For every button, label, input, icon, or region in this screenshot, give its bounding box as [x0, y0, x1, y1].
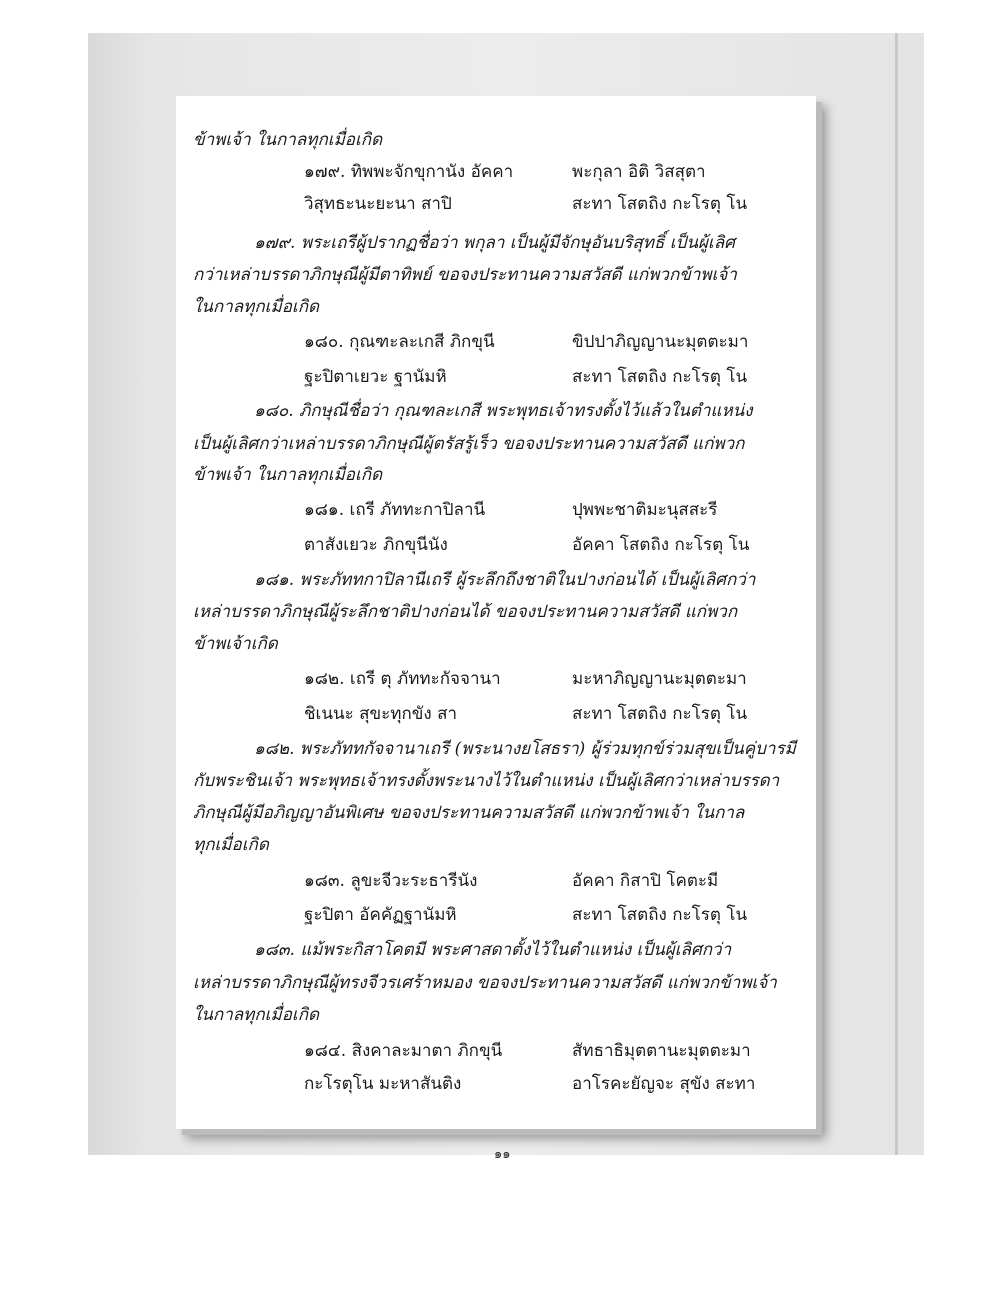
verse-line: สะทา โสตถิง กะโรตุ โน — [572, 704, 748, 724]
verse-line: อาโรคะยัญจะ สุขัง สะทา — [572, 1074, 756, 1094]
verse-line: ชิเนนะ สุขะทุกขัง สา — [304, 704, 457, 724]
verse-line: สัทธาธิมุตตานะมุตตะมา — [572, 1041, 751, 1061]
prose-line: ข้าพเจ้า ในกาลทุกเมื่อเกิด — [193, 465, 383, 485]
prose-line: ในกาลทุกเมื่อเกิด — [193, 1005, 320, 1025]
prose-line: ๑๗๙. พระเถรีผู้ปรากฏชื่อว่า พกุลา เป็นผู้มีจักษุอันบริสุทธิ์ เป็นผู้เลิศ — [254, 233, 735, 253]
verse-line: อัคคา กิสาปิ โคตะมี — [572, 871, 719, 891]
verse-line: มะหาภิญญานะมุตตะมา — [572, 669, 747, 689]
verse-line: ตาสังเยวะ ภิกขุนีนัง — [304, 535, 448, 555]
page-number-fragment: ๑๑ — [494, 1147, 511, 1162]
prose-line: ๑๘๐. ภิกษุณีชื่อว่า กุณฑละเกสี พระพุทธเจ้าทรงตั้งไว้แล้วในตำแหน่ง — [254, 401, 753, 421]
prose-line: เป็นผู้เลิศกว่าเหล่าบรรดาภิกษุณีผู้ตรัสรู้เร็ว ขอจงประทานความสวัสดี แก่พวก — [193, 434, 745, 454]
verse-line: สะทา โสตถิง กะโรตุ โน — [572, 905, 748, 925]
verse-line: ๑๘๑. เถรี ภัททะกาปิลานี — [304, 500, 486, 520]
verse-line: วิสุทธะนะยะนา สาปิ — [304, 194, 452, 214]
verse-line: ขิปปาภิญญานะมุตตะมา — [572, 332, 749, 352]
prose-line: เหล่าบรรดาภิกษุณีผู้ระลึกชาติปางก่อนได้ ขอจงประทานความสวัสดี แก่พวก — [193, 602, 738, 622]
verse-line: ๑๘๔. สิงคาละมาตา ภิกขุนี — [304, 1041, 503, 1061]
prose-line: ๑๘๒. พระภัททกัจจานาเถรี (พระนางยโสธรา) ผู้ร่วมทุกข์ร่วมสุขเป็นคู่บารมี — [254, 739, 796, 759]
verse-line: ๑๘๐. กุณฑะละเกสี ภิกขุนี — [304, 332, 495, 352]
verse-line: ๑๘๒. เถรี ตุ ภัททะกัจจานา — [304, 669, 501, 689]
prose-line: กับพระชินเจ้า พระพุทธเจ้าทรงตั้งพระนางไว้ในตำแหน่ง เป็นผู้เลิศกว่าเหล่าบรรดา — [193, 771, 780, 791]
verse-line: พะกุลา อิติ วิสสุตา — [572, 162, 706, 182]
prose-line: กว่าเหล่าบรรดาภิกษุณีผู้มีตาทิพย์ ขอจงประทานความสวัสดี แก่พวกข้าพเจ้า — [193, 265, 737, 285]
verse-line: อัคคา โสตถิง กะโรตุ โน — [572, 535, 750, 555]
verse-line: ฐะปิตาเยวะ ฐานัมหิ — [304, 367, 447, 387]
verse-line: สะทา โสตถิง กะโรตุ โน — [572, 367, 748, 387]
prose-line: ข้าพเจ้า ในกาลทุกเมื่อเกิด — [193, 130, 383, 150]
paper-edge — [895, 33, 898, 1155]
prose-line: เหล่าบรรดาภิกษุณีผู้ทรงจีวรเศร้าหมอง ขอจงประทานความสวัสดี แก่พวกข้าพเจ้า — [193, 973, 777, 993]
prose-line: ๑๘๓. แม้พระกิสาโคตมี พระศาสดาตั้งไว้ในตำแหน่ง เป็นผู้เลิศกว่า — [254, 940, 732, 960]
verse-line: สะทา โสตถิง กะโรตุ โน — [572, 194, 748, 214]
prose-line: ภิกษุณีผู้มีอภิญญาอันพิเศษ ขอจงประทานความสวัสดี แก่พวกข้าพเจ้า ในกาล — [193, 803, 745, 823]
prose-line: ทุกเมื่อเกิด — [193, 835, 269, 855]
verse-line: ปุพพะชาติมะนุสสะรี — [572, 500, 718, 520]
verse-line: ๑๘๓. ลูขะจีวะระธารีนัง — [304, 871, 478, 891]
verse-line: กะโรตุโน มะหาสันติง — [304, 1074, 462, 1094]
prose-line: ๑๘๑. พระภัททกาปิลานีเถรี ผู้ระลึกถึงชาติในปางก่อนได้ เป็นผู้เลิศกว่า — [254, 570, 756, 590]
prose-line: ในกาลทุกเมื่อเกิด — [193, 297, 320, 317]
verse-line: ๑๗๙. ทิพพะจักขุกานัง อัคคา — [304, 162, 514, 182]
prose-line: ข้าพเจ้าเกิด — [193, 634, 278, 654]
verse-line: ฐะปิตา อัคคัฏฐานัมหิ — [304, 905, 457, 925]
